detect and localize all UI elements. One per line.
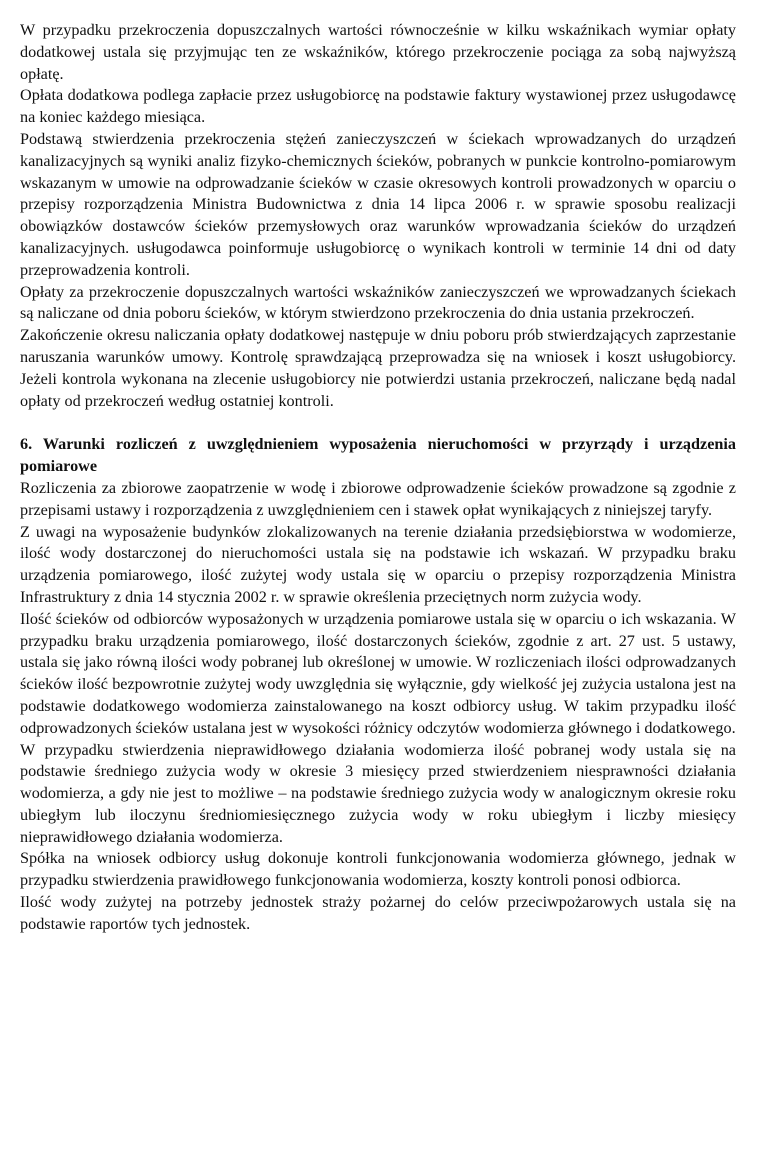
paragraph-water-meters: Z uwagi na wyposażenie budynków zlokalizowanych na terenie działania przedsiębiorstwa w wodomierze, ilość wody dostarczonej do nieruchomości ustala się na podstawie ich wskazań. W przypadku braku urządzenia pomiarowego, ilość zużytej wody ustala się w oparciu o przepisy rozporządzenia Ministra Infrastruktury z dnia 14 stycznia 2002 r. w sprawie określenia przeciętnych norm zużycia wody.	[20, 522, 736, 606]
document-page	[20, 20, 736, 936]
paragraph-meter-inspection: Spółka na wniosek odbiorcy usług dokonuje kontroli funkcjonowania wodomierza głównego, jednak w przypadku stwierdzenia prawidłowego funkcjonowania wodomierza, koszty kontroli ponosi odbiorca.	[20, 849, 736, 890]
paragraph-sewage-quantity: Ilość ścieków od odbiorców wyposażonych w urządzenia pomiarowe ustala się w oparciu o ich wskazania. W przypadku braku urządzenia pomiarowego, ilość dostarczonych ścieków, zgodnie z art. 27 ust. 5 ustawy, ustala się jako równą ilości wody pobranej lub określonej w umowie. W rozliczeniach ilości odprowadzanych ścieków ilość bezpowrotnie zużytej wody uwzględnia się wyłącznie, gdy wielkość jej zużycia ustalona jest na podstawie dodatkowego wodomierza zainstalowanego na koszt odbiorcy usług. W takim przypadku ilość odprowadzonych ścieków ustalana jest w wysokości różnicy odczytów wodomierza głównego i dodatkowego.	[20, 609, 736, 737]
paragraph-basis-of-exceedance: Podstawą stwierdzenia przekroczenia stężeń zanieczyszczeń w ściekach wprowadzanych do urządzeń kanalizacyjnych są wyniki analiz fizyko-chemicznych ścieków, pobranych w punkcie kontrolno-pomiarowym wskazanym w umowie na odprowadzanie ścieków w czasie okresowych kontroli prowadzonych w oparciu o przepisy rozporządzenia Ministra Budownictwa z dnia 14 lipca 2006 r. w sprawie sposobu realizacji obowiązków dostawców ścieków przemysłowych oraz warunków wprowadzania ścieków do urządzeń kanalizacyjnych. usługodawca poinformuje usługobiorcę o wynikach kontroli w terminie 14 dni od daty przeprowadzenia kontroli.	[20, 129, 736, 279]
paragraph-multiple-exceedances: W przypadku przekroczenia dopuszczalnych wartości równocześnie w kilku wskaźnikach wymiar opłaty dodatkowej ustala się przyjmując ten ze wskaźników, którego przekroczenie pociąga za sobą najwyższą opłatę.	[20, 21, 736, 83]
paragraph-settlements-general: Rozliczenia za zbiorowe zaopatrzenie w wodę i zbiorowe odprowadzenie ścieków prowadzone są zgodnie z przepisami ustawy i rozporządzenia z uwzględnieniem cen i stawek opłat wynikających z niniejszej taryfy.	[20, 478, 736, 519]
paragraph-faulty-meter: W przypadku stwierdzenia nieprawidłowego działania wodomierza ilość pobranej wody ustala się na podstawie średniego zużycia wody w okresie 3 miesięcy przed stwierdzeniem niesprawności działania wodomierza, a gdy nie jest to możliwe – na podstawie średniego zużycia wody w analogicznym okresie roku ubiegłym lub iloczynu średniomiesięcznego zużycia wody w roku ubiegłym i liczby miesięcy nieprawidłowego działania wodomierza.	[20, 740, 736, 846]
section-heading: 6. Warunki rozliczeń z uwzględnieniem wyposażenia nieruchomości w przyrządy i urządzenia pomiarowe	[20, 435, 736, 476]
section-spacer	[20, 412, 736, 434]
paragraph-fire-brigade-water: Ilość wody zużytej na potrzeby jednostek straży pożarnej do celów przeciwpożarowych ustala się na podstawie raportów tych jednostek.	[20, 893, 736, 933]
paragraph-exceedance-fees: Opłaty za przekroczenie dopuszczalnych wartości wskaźników zanieczyszczeń we wprowadzanych ściekach są naliczane od dnia poboru ścieków, w którym stwierdzono przekroczenia do dnia ustania przekroczeń.	[20, 282, 736, 323]
paragraph-end-of-fee-period: Zakończenie okresu naliczania opłaty dodatkowej następuje w dniu poboru prób stwierdzających zaprzestanie naruszania warunków umowy. Kontrolę sprawdzającą przeprowadza się na wniosek i koszt usługobiorcy. Jeżeli kontrola wykonana na zlecenie usługobiorcy nie potwierdzi ustania przekroczeń, naliczane będą nadal opłaty od przekroczeń według ostatniej kontroli.	[20, 326, 736, 410]
paragraph-additional-fee-invoice: Opłata dodatkowa podlega zapłacie przez usługobiorcę na podstawie faktury wystawionej przez usługodawcę na koniec każdego miesiąca.	[20, 86, 736, 127]
